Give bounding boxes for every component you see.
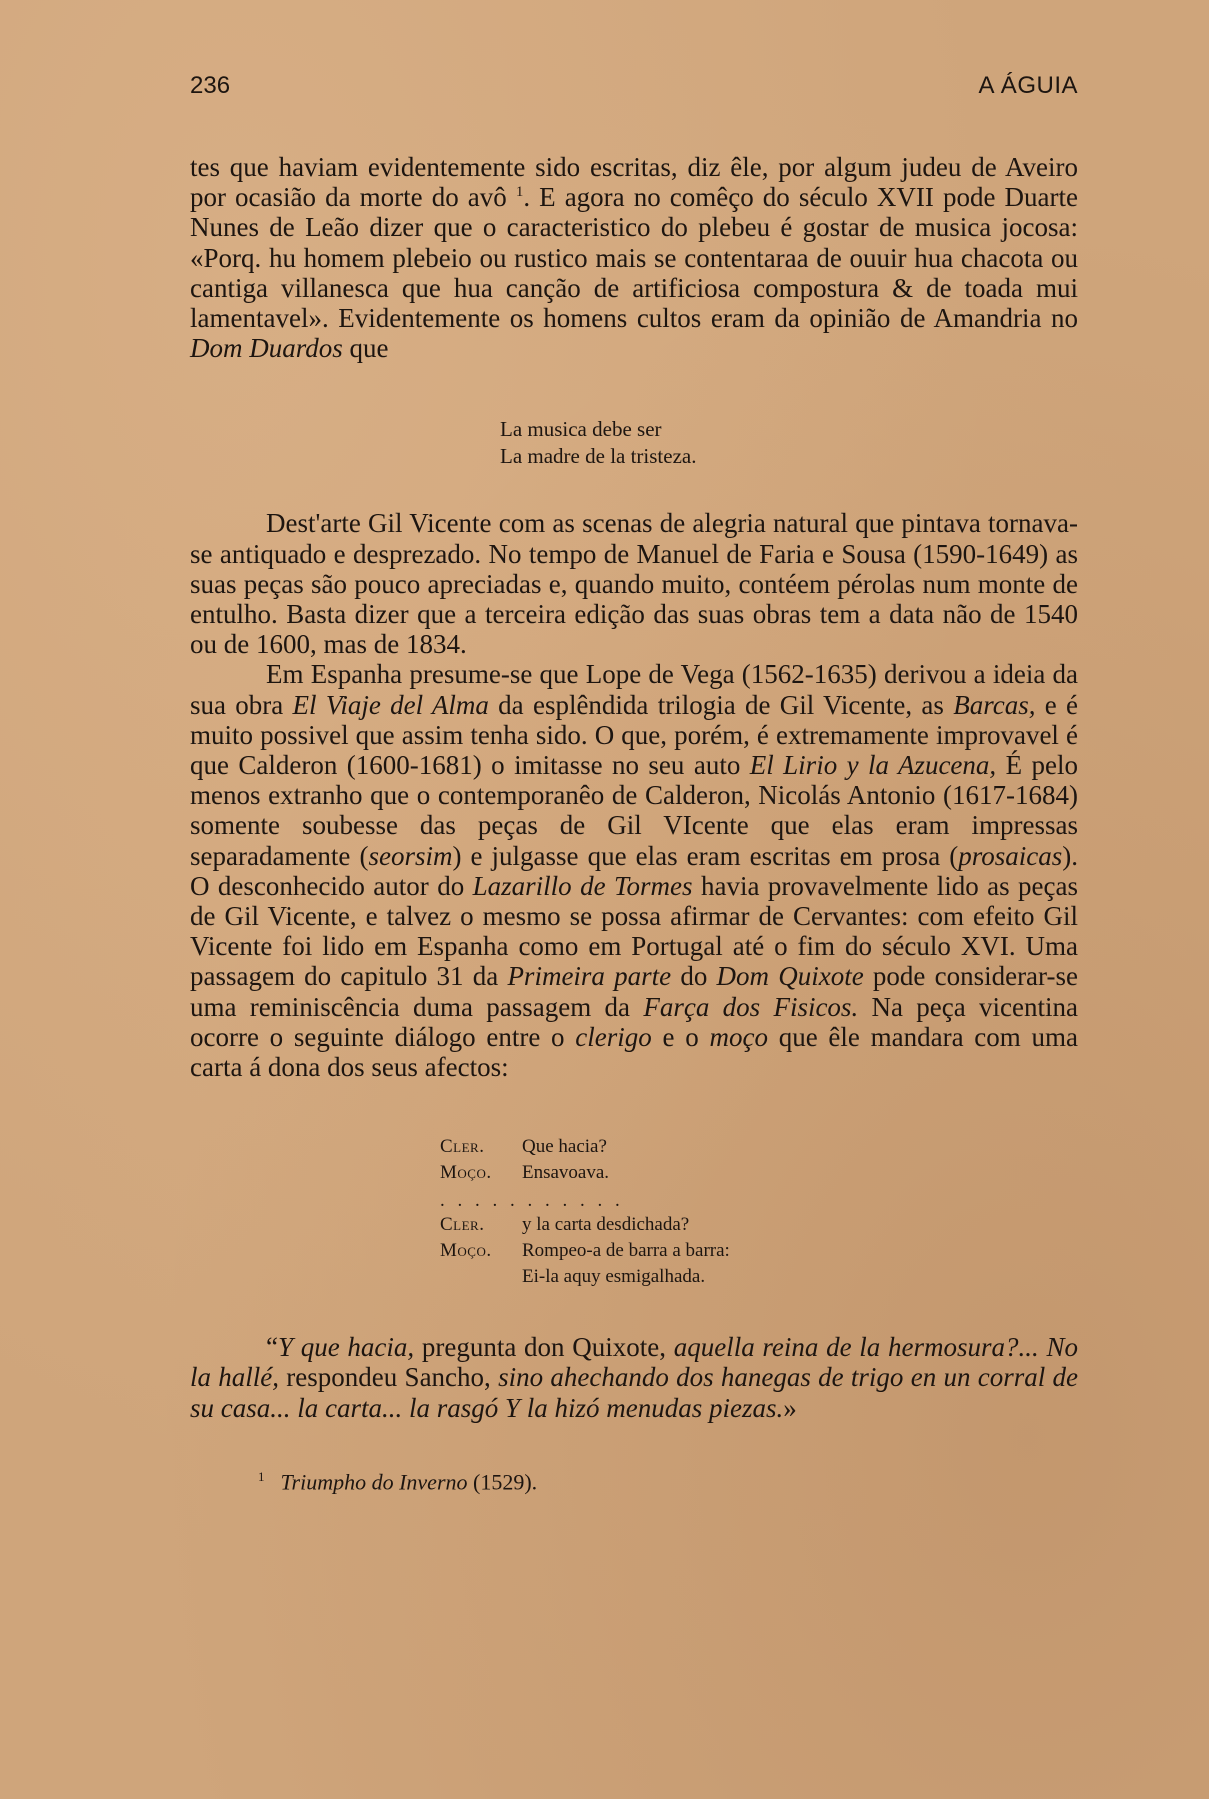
text-run: tes que haviam evidentemente sido escritas, diz êle, por algum judeu de Aveiro por ocasião da morte do avô — [190, 152, 1078, 213]
text-run: ). O desconhecido autor do — [190, 840, 1078, 901]
italic-title: Dom Duardos — [190, 333, 343, 364]
text-run: do — [671, 961, 717, 992]
text-run: Em Espanha presume-se que Lope de Vega (1562-1635) derivou a ideia da sua obra — [190, 659, 1078, 720]
dialogue-text: Que hacia? — [522, 1136, 607, 1158]
text-run: Na peça vicentina ocorre o seguinte diálogo entre o — [190, 991, 1078, 1052]
dialogue-line — [440, 1238, 1078, 1264]
verse-line: La madre de la tristeza. — [500, 444, 697, 469]
close-quote-mark: » — [783, 1392, 797, 1423]
italic-title: Farça dos Fisicos. — [643, 991, 859, 1022]
open-quote-mark: “ — [266, 1332, 278, 1363]
page-header — [190, 72, 1078, 108]
paragraph-2: Dest'arte Gil Vicente com as scenas de alegria natural que pintava tornava-se antiquado e desprezado. No tempo de Manuel de Faria e Sousa (1590-1649) as suas peças são pouco apreciadas e, quando muito, contéem pérolas num monte de entulho. Basta dizer que a terceira edição das suas obras tem a data não de 1540 ou de 1600, mas de 1834. — [190, 508, 1078, 660]
text-run: e o — [651, 1021, 710, 1052]
italic-speech: aquella reina de la hermosura?... No la hallé, — [190, 1332, 1078, 1393]
footnote-year: (1529). — [467, 1469, 538, 1495]
verse-line: La musica debe ser — [500, 417, 662, 442]
italic-title: Barcas, — [953, 689, 1036, 720]
text-run: É pelo menos extranho que o contemporanêo de Calderon, Nicolás Antonio (1617-1684) somente soubesse das peças de Gil VIcente que elas eram impressas separadamente ( — [190, 750, 1078, 871]
footnote — [258, 1463, 1078, 1496]
footnote-reference: 1 — [515, 184, 524, 201]
text-run: que — [342, 333, 389, 364]
text-run: pregunta don Quixote, — [414, 1332, 674, 1363]
dialogue-ellipsis: . . . . . . . . . . . — [440, 1190, 624, 1212]
speaker-label: Cler. — [440, 1136, 485, 1158]
quixote-quotation — [190, 1332, 1078, 1423]
text-run: da esplêndida trilogia de Gil Vicente, as — [488, 689, 954, 720]
dialogue-continuation: Ei-la aquy esmigalhada. — [522, 1266, 706, 1288]
page-body — [190, 152, 1078, 1496]
paragraph-1 — [190, 152, 1078, 363]
dialogue-text: Ensavoava. — [522, 1162, 610, 1184]
text-run: e é muito possivel que assim tenha sido. O que, porém, é extremamente improvavel é que Calderon (1600-1681) o imitasse no seu auto — [190, 689, 1079, 781]
italic-term: prosaicas — [958, 840, 1063, 871]
italic-speech: Y que hacia, — [277, 1332, 415, 1363]
paragraph-3 — [190, 659, 1078, 1082]
dialogue-line — [440, 1212, 1078, 1238]
speaker-label: Moço. — [440, 1240, 492, 1262]
text-run: que êle mandara com uma carta á dona dos seus afectos: — [190, 1021, 1078, 1083]
text-run: respondeu Sancho, — [279, 1362, 499, 1393]
italic-title: El Viaje del Alma — [292, 689, 489, 720]
italic-title: Dom Quixote — [716, 961, 864, 992]
text-run: . E agora no comêço do século XVII pode Duarte Nunes de Leão dizer que o caracteristico do plebeu é gostar de musica jocosa: «Porq. hu homem plebeio ou rustico mais se contentaraa de ouuir hua chacota ou cantiga villanesca que hua canção de artificiosa compostura & de toada mui lamentavel». Evidentemente os homens cultos eram da opinião de Amandria no — [190, 182, 1078, 334]
dialogue-line — [440, 1160, 1078, 1186]
text-run: havia provavelmente lido as peças de Gil Vicente, e talvez o mesmo se possa afirmar de Cervantes: com efeito Gil Vicente foi lido em Espanha como em Portugal até o fim do século XVI. Uma passagem do capitulo 31 da — [190, 870, 1079, 992]
dialogue-text: y la carta desdichada? — [522, 1214, 690, 1236]
verse-quotation — [500, 416, 1078, 470]
text-run: ) e julgasse que elas eram escritas em prosa ( — [452, 840, 959, 871]
footnote-title: Triumpho do Inverno — [280, 1469, 468, 1495]
italic-term: clerigo — [575, 1021, 652, 1052]
dialogue-text: Rompeo-a de barra a barra: — [522, 1240, 730, 1262]
italic-term: moço — [709, 1021, 768, 1052]
page-number: 236 — [190, 72, 231, 99]
speaker-label: Moço. — [440, 1162, 492, 1184]
dialogue-quotation — [440, 1134, 1078, 1290]
footnote-mark: 1 — [258, 1468, 265, 1484]
italic-term: seorsim — [368, 840, 453, 871]
speaker-label: Cler. — [440, 1214, 485, 1236]
dialogue-line — [440, 1134, 1078, 1160]
text-run: pode considerar-se uma reminiscência duma passagem da — [190, 961, 1078, 1022]
italic-title: Primeira parte — [507, 961, 672, 992]
running-title: A ÁGUIA — [978, 72, 1078, 99]
quotation-paragraph — [190, 1332, 1078, 1423]
italic-speech: sino ahechando dos hanegas de trigo en un corral de su casa... la carta... la rasgó Y la hizó menudas piezas. — [190, 1362, 1079, 1423]
italic-title: El Lirio y la Azucena, — [749, 750, 997, 781]
italic-title: Lazarillo de Tormes — [472, 870, 693, 901]
